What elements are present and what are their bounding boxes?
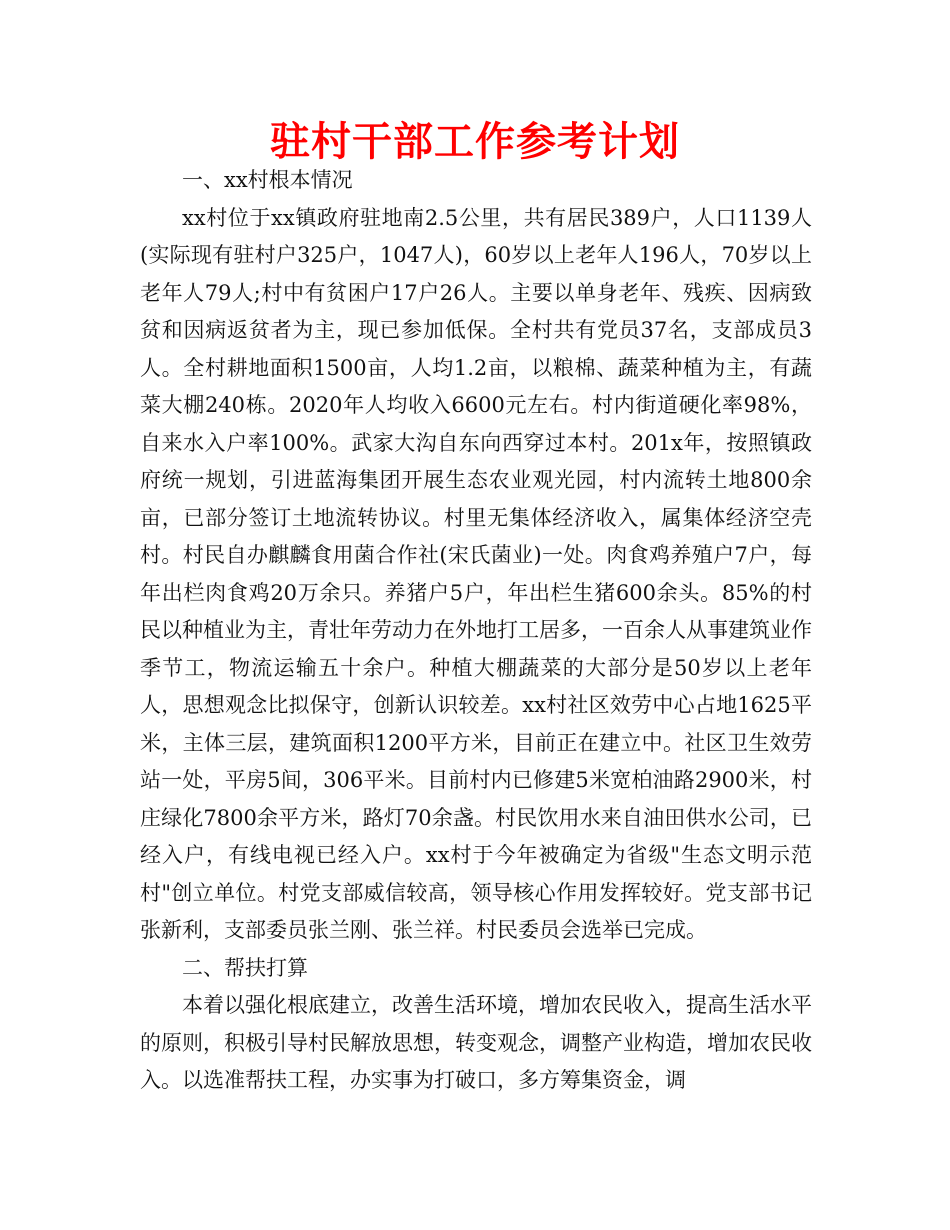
document-title: 驻村干部工作参考计划 (270, 119, 680, 165)
section-heading-1: 一、xx村根本情况 (182, 168, 353, 192)
section-heading-2: 二、帮扶打算 (182, 955, 308, 980)
section-paragraph-1: xx村位于xx镇政府驻地南2.5公里，共有居民389户，人口1139人(实际现有驻村户325户，1047人)，60岁以上老年人196人，70岁以上老年人79人;村中有贫困户17户26人。主要以单身老年、残疾、因病致贫和因病返贫者为主，现已参加低保。全村共有党员37名，支部成员3人。全村耕地面积1500亩，人均1.2亩，以粮棉、蔬菜种植为主，有蔬菜大棚240栋。2020年人均收入6600元左右。村内街道硬化率98%，自来水入户率100%。武家大沟自东向西穿过本村。201x年，按照镇政府统一规划，引进蓝海集团开展生态农业观光园，村内流转土地800余亩，已部分签订土地流转协议。村里无集体经济收入，属集体经济空壳村。村民自办麒麟食用菌合作社(宋氏菌业)一处。肉食鸡养殖户7户，每年出栏肉食鸡20万余只。养猪户5户，年出栏生猪600余头。85%的村民以种植业为主，青壮年劳动力在外地打工居多，一百余人从事建筑业作季节工，物流运输五十余户。种植大棚蔬菜的大部分是50岁以上老年人，思想观念比拟保守，创新认识较差。xx村社区效劳中心占地1625平米，主体三层，建筑面积1200平方米，目前正在建立中。社区卫生效劳站一处，平房5间，306平米。目前村内已修建5米宽柏油路2900米，村庄绿化7800余平方米，路灯70余盏。村民饮用水来自油田供水公司，已经入户，有线电视已经入户。xx村于今年被确定为省级"生态文明示范村"创立单位。村党支部威信较高，领导核心作用发挥较好。党支部书记张新利，支部委员张兰刚、张兰祥。村民委员会选举已完成。 (140, 205, 812, 942)
document-body (140, 162, 812, 1100)
section-paragraph-2: 本着以强化根底建立，改善生活环境，增加农民收入，提高生活水平的原则，积极引导村民解放思想，转变观念，调整产业构造，增加农民收入。以选准帮扶工程，办实事为打破口，多方筹集资金，调 (140, 993, 812, 1092)
